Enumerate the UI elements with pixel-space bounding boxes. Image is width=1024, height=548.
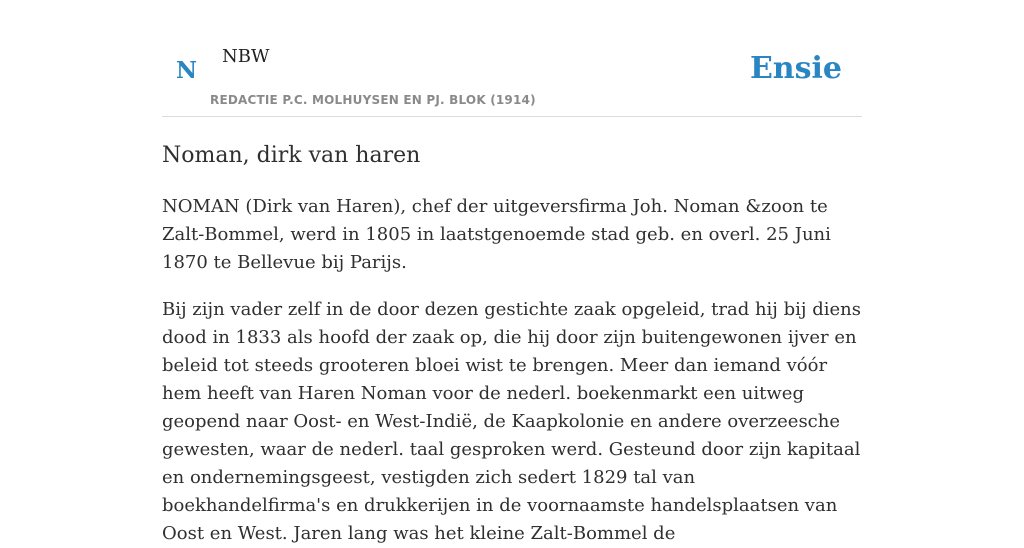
source-name[interactable]: NBW xyxy=(222,46,270,67)
source-editors: REDACTIE P.C. MOLHUYSEN EN PJ. BLOK (1914) xyxy=(210,93,536,107)
content-container xyxy=(162,0,862,548)
brand-logo-link[interactable]: Ensie xyxy=(749,51,842,86)
article-paragraph: NOMAN (Dirk van Haren), chef der uitgeversfirma Joh. Noman &zoon te Zalt-Bommel, werd in 1805 in laatstgenoemde stad geb. en overl. 25 Juni 1870 te Bellevue bij Parijs. xyxy=(162,196,831,273)
article-title: Noman, dirk van haren xyxy=(162,143,421,168)
article-paragraph: Bij zijn vader zelf in de door dezen gestichte zaak opgeleid, trad hij bij diens dood in 1833 als hoofd der zaak op, die hij door zijn buitengewonen ijver en beleid tot steeds grooteren bloei wist te brengen. Meer dan iemand vóór hem heeft van Haren Noman voor de nederl. boekenmarkt een uitweg geopend naar Oost- en West-Indië, de Kaapkolonie en andere overzeesche gewesten, waar de nederl. taal gesproken werd. Gesteund door zijn kapitaal en ondernemingsgeest, vestigden zich sedert 1829 tal van boekhandelfirma's en drukkerijen in de voornaamste handelsplaatsen van Oost en West. Jaren lang was het kleine Zalt-Bommel de xyxy=(162,299,861,544)
article xyxy=(162,141,862,548)
page-header xyxy=(162,0,862,117)
source-logo[interactable]: N xyxy=(176,57,198,84)
